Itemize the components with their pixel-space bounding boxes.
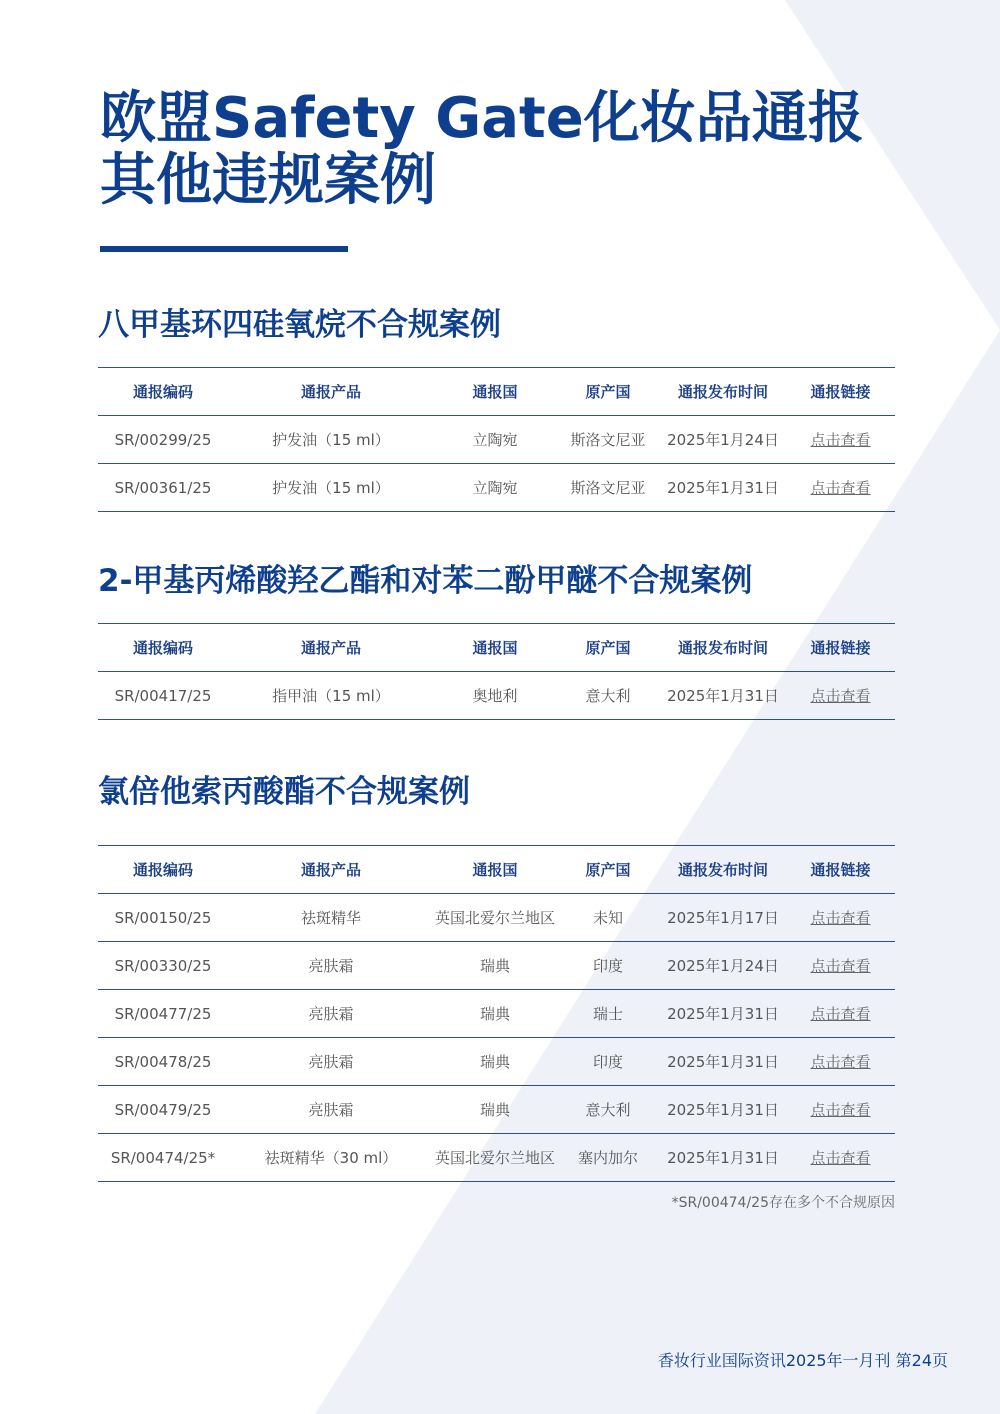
cell-product: 亮肤霜 <box>228 990 434 1038</box>
cell-publish-date: 2025年1月17日 <box>660 894 786 942</box>
cell-origin-country: 意大利 <box>556 672 660 720</box>
table-header-row <box>98 368 895 416</box>
header-product: 通报产品 <box>228 846 434 894</box>
header-notifying-country: 通报国 <box>434 846 556 894</box>
cell-origin-country: 意大利 <box>556 1086 660 1134</box>
cell-code: SR/00150/25 <box>98 894 228 942</box>
view-link[interactable]: 点击查看 <box>786 894 895 942</box>
section-title-d4: 八甲基环四硅氧烷不合规案例 <box>98 307 501 343</box>
header-origin-country: 原产国 <box>556 624 660 672</box>
cell-origin-country: 印度 <box>556 942 660 990</box>
cell-code: SR/00361/25 <box>98 464 228 512</box>
header-product: 通报产品 <box>228 368 434 416</box>
table-row <box>98 416 895 464</box>
cell-code: SR/00417/25 <box>98 672 228 720</box>
cell-publish-date: 2025年1月31日 <box>660 1086 786 1134</box>
cell-product: 亮肤霜 <box>228 1086 434 1134</box>
header-notifying-country: 通报国 <box>434 624 556 672</box>
table-row <box>98 1086 895 1134</box>
cell-notifying-country: 瑞典 <box>434 1086 556 1134</box>
header-link: 通报链接 <box>786 624 895 672</box>
cell-notifying-country: 英国北爱尔兰地区 <box>434 1134 556 1182</box>
cell-publish-date: 2025年1月31日 <box>660 1038 786 1086</box>
cell-code: SR/00330/25 <box>98 942 228 990</box>
cell-product: 祛斑精华（30 ml） <box>228 1134 434 1182</box>
section-title-clobetasol: 氯倍他索丙酸酯不合规案例 <box>98 774 470 810</box>
header-code: 通报编码 <box>98 368 228 416</box>
cell-notifying-country: 瑞典 <box>434 1038 556 1086</box>
title-underline <box>100 246 348 252</box>
cell-publish-date: 2025年1月24日 <box>660 416 786 464</box>
table-row <box>98 464 895 512</box>
view-link[interactable]: 点击查看 <box>786 942 895 990</box>
cell-product: 指甲油（15 ml） <box>228 672 434 720</box>
table-row <box>98 894 895 942</box>
cell-notifying-country: 英国北爱尔兰地区 <box>434 894 556 942</box>
cell-origin-country: 斯洛文尼亚 <box>556 464 660 512</box>
view-link[interactable]: 点击查看 <box>786 1086 895 1134</box>
cell-notifying-country: 立陶宛 <box>434 464 556 512</box>
table-row <box>98 990 895 1038</box>
section-title-hema-mehq: 2-甲基丙烯酸羟乙酯和对苯二酚甲醚不合规案例 <box>98 563 753 599</box>
cell-product: 护发油（15 ml） <box>228 416 434 464</box>
cell-product: 亮肤霜 <box>228 942 434 990</box>
view-link[interactable]: 点击查看 <box>786 464 895 512</box>
page-footer: 香妆行业国际资讯2025年一月刊 第24页 <box>657 1351 948 1370</box>
cell-code: SR/00478/25 <box>98 1038 228 1086</box>
cell-origin-country: 瑞士 <box>556 990 660 1038</box>
table-row <box>98 1134 895 1182</box>
table-row <box>98 1038 895 1086</box>
header-code: 通报编码 <box>98 624 228 672</box>
header-publish-date: 通报发布时间 <box>660 624 786 672</box>
case-table-d4 <box>98 367 895 512</box>
header-code: 通报编码 <box>98 846 228 894</box>
cell-publish-date: 2025年1月31日 <box>660 990 786 1038</box>
case-table-hema-mehq <box>98 623 895 720</box>
view-link[interactable]: 点击查看 <box>786 416 895 464</box>
cell-origin-country: 印度 <box>556 1038 660 1086</box>
header-publish-date: 通报发布时间 <box>660 846 786 894</box>
page-title-line1: 欧盟Safety Gate化妆品通报 <box>100 86 864 151</box>
header-origin-country: 原产国 <box>556 368 660 416</box>
cell-code: SR/00474/25* <box>98 1134 228 1182</box>
cell-product: 护发油（15 ml） <box>228 464 434 512</box>
cell-code: SR/00477/25 <box>98 990 228 1038</box>
cell-notifying-country: 立陶宛 <box>434 416 556 464</box>
table-row <box>98 942 895 990</box>
cell-origin-country: 未知 <box>556 894 660 942</box>
cell-product: 亮肤霜 <box>228 1038 434 1086</box>
header-origin-country: 原产国 <box>556 846 660 894</box>
cell-origin-country: 塞内加尔 <box>556 1134 660 1182</box>
cell-publish-date: 2025年1月31日 <box>660 464 786 512</box>
footnote: *SR/00474/25存在多个不合规原因 <box>671 1195 895 1211</box>
case-table-clobetasol <box>98 845 895 1182</box>
view-link[interactable]: 点击查看 <box>786 990 895 1038</box>
cell-notifying-country: 瑞典 <box>434 990 556 1038</box>
cell-product: 祛斑精华 <box>228 894 434 942</box>
view-link[interactable]: 点击查看 <box>786 1038 895 1086</box>
view-link[interactable]: 点击查看 <box>786 672 895 720</box>
page-title-line2: 其他违规案例 <box>100 148 436 213</box>
table-header-row <box>98 624 895 672</box>
cell-origin-country: 斯洛文尼亚 <box>556 416 660 464</box>
header-link: 通报链接 <box>786 368 895 416</box>
cell-code: SR/00299/25 <box>98 416 228 464</box>
cell-publish-date: 2025年1月31日 <box>660 672 786 720</box>
cell-notifying-country: 奥地利 <box>434 672 556 720</box>
cell-publish-date: 2025年1月24日 <box>660 942 786 990</box>
cell-publish-date: 2025年1月31日 <box>660 1134 786 1182</box>
header-product: 通报产品 <box>228 624 434 672</box>
header-publish-date: 通报发布时间 <box>660 368 786 416</box>
table-header-row <box>98 846 895 894</box>
header-link: 通报链接 <box>786 846 895 894</box>
table-row <box>98 672 895 720</box>
cell-code: SR/00479/25 <box>98 1086 228 1134</box>
page-title <box>100 88 920 212</box>
header-notifying-country: 通报国 <box>434 368 556 416</box>
cell-notifying-country: 瑞典 <box>434 942 556 990</box>
view-link[interactable]: 点击查看 <box>786 1134 895 1182</box>
